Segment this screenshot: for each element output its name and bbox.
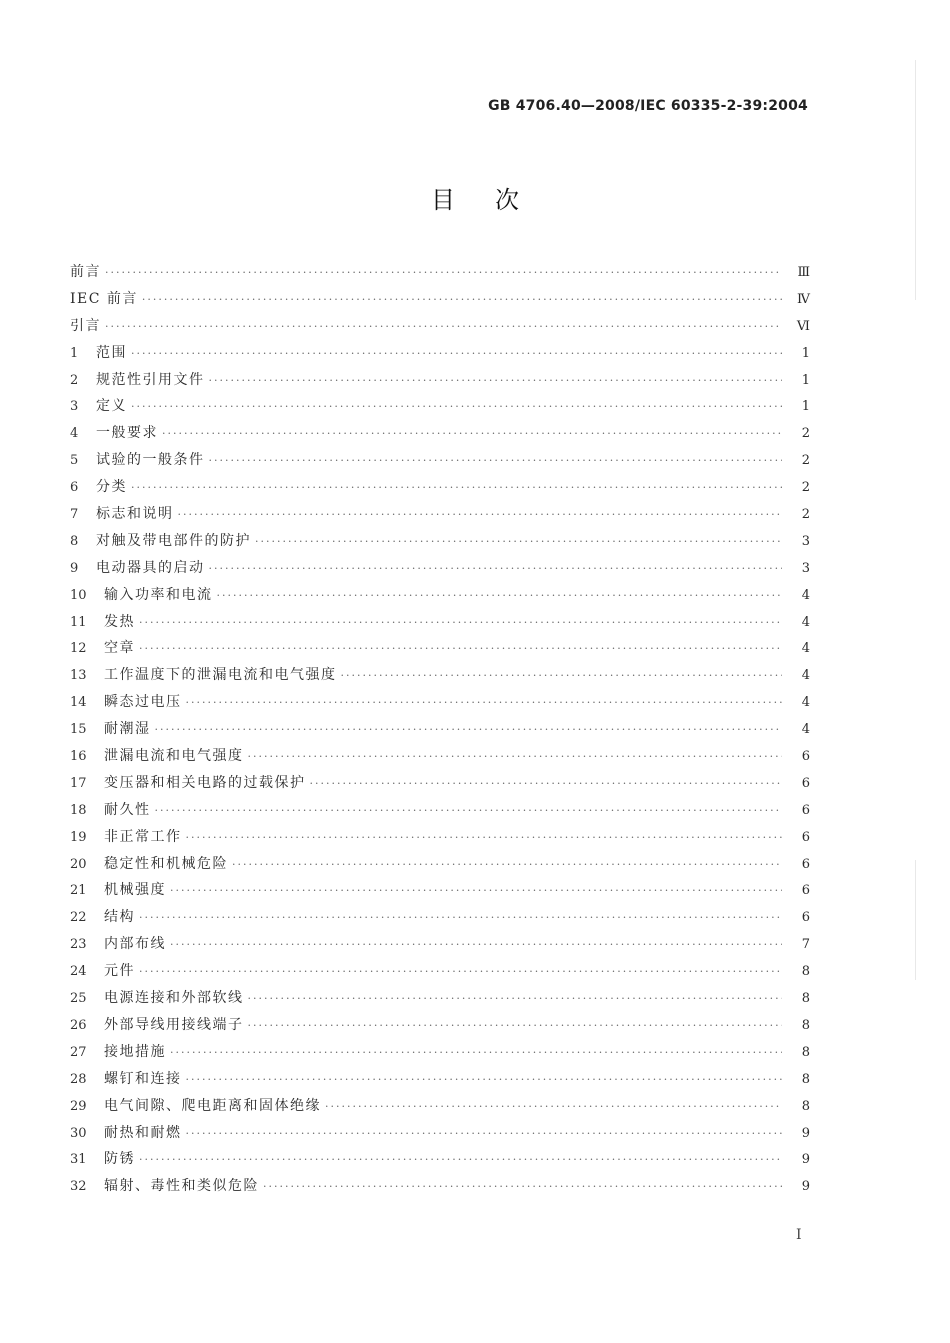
toc-entry-label: 耐久性 [104, 801, 151, 818]
toc-entry-number: 23 [70, 937, 87, 953]
toc-leader-dots [248, 1013, 783, 1040]
toc-entry-page: 8 [801, 991, 810, 1007]
toc-leader-dots [105, 260, 782, 287]
toc-leader-dots [170, 1040, 782, 1067]
toc-entry[interactable] [70, 555, 810, 582]
toc-entry-page: 2 [801, 453, 810, 469]
toc-entry-page: 6 [801, 802, 810, 818]
toc-leader-dots [155, 717, 783, 744]
toc-entry[interactable] [70, 797, 810, 824]
toc-entry-label: 电动器具的启动 [96, 559, 205, 576]
toc-entry-label: 电源连接和外部软线 [104, 990, 244, 1007]
toc-entry[interactable] [70, 662, 810, 689]
toc-entry[interactable] [70, 851, 810, 878]
toc-entry[interactable] [70, 528, 810, 555]
toc-entry-page: 3 [801, 533, 810, 549]
toc-entry-number: 18 [70, 802, 87, 818]
toc-entry-number: 12 [70, 641, 87, 657]
toc-entry-number: 16 [70, 749, 87, 765]
toc-entry-label: 元件 [104, 963, 135, 980]
toc-entry-label: 空章 [104, 640, 135, 657]
toc-entry[interactable] [70, 340, 810, 367]
toc-entry-number: 9 [70, 560, 79, 576]
toc-leader-dots [131, 341, 782, 368]
toc-leader-dots [139, 1147, 782, 1174]
toc-entry-page: 4 [801, 587, 810, 603]
toc-entry-page: 4 [801, 722, 810, 738]
toc-entry[interactable] [70, 958, 810, 985]
toc-entry-number: 17 [70, 775, 87, 791]
toc-entry[interactable] [70, 689, 810, 716]
toc-entry-number: 22 [70, 910, 87, 926]
toc-entry-label: 稳定性和机械危险 [104, 855, 228, 872]
toc-leader-dots [170, 878, 782, 905]
toc-entry-number: 31 [70, 1152, 87, 1168]
toc-entry-label: 定义 [96, 398, 127, 415]
toc-entry[interactable] [70, 904, 810, 931]
toc-leader-dots [139, 636, 782, 663]
toc-leader-dots [255, 529, 782, 556]
page-edge-shadow [915, 860, 916, 980]
toc-leader-dots [131, 475, 782, 502]
toc-entry-label: 耐热和耐燃 [104, 1124, 182, 1141]
toc-leader-dots [248, 986, 783, 1013]
toc-entry-number: 6 [70, 480, 79, 496]
toc-entry[interactable] [70, 1093, 810, 1120]
page-number: Ⅰ [796, 1227, 802, 1243]
toc-leader-dots [209, 368, 783, 395]
toc-entry-number: 29 [70, 1098, 87, 1114]
toc-entry-label: 内部布线 [104, 936, 166, 953]
toc-leader-dots [139, 905, 782, 932]
toc-entry-label: 试验的一般条件 [96, 452, 205, 469]
toc-entry-label: 工作温度下的泄漏电流和电气强度 [104, 667, 337, 684]
toc-entry-number: 21 [70, 883, 87, 899]
toc-entry[interactable] [70, 824, 810, 851]
toc-entry-page: 3 [801, 560, 810, 576]
toc-entry-number: 2 [70, 372, 79, 388]
toc-entry-page: 4 [801, 668, 810, 684]
toc-entry-number: 26 [70, 1017, 87, 1033]
toc-entry-label: 一般要求 [96, 425, 158, 442]
toc-leader-dots [178, 502, 783, 529]
toc-leader-dots [186, 825, 783, 852]
toc-entry-label: 范围 [96, 344, 127, 361]
toc-entry-label: 标志和说明 [96, 506, 174, 523]
toc-leader-dots [142, 287, 782, 314]
toc-leader-dots [131, 394, 782, 421]
toc-leader-dots [105, 314, 782, 341]
toc-entry[interactable] [70, 1039, 810, 1066]
toc-entry-number: 20 [70, 856, 87, 872]
toc-entry-number: 28 [70, 1071, 87, 1087]
toc-entry-label: 辐射、毒性和类似危险 [104, 1178, 259, 1195]
toc-leader-dots [310, 771, 783, 798]
toc-entry-number: 15 [70, 722, 87, 738]
toc-leader-dots [155, 798, 783, 825]
toc-leader-dots [217, 583, 783, 610]
toc-entry-page: 6 [801, 829, 810, 845]
toc-entry-page: 7 [801, 937, 810, 953]
toc-leader-dots [139, 610, 782, 637]
toc-entry-page: 1 [801, 372, 810, 388]
toc-leader-dots [139, 959, 782, 986]
toc-entry-label: 螺钉和连接 [104, 1070, 182, 1087]
toc-leader-dots [186, 1121, 783, 1148]
toc-entry-number: 7 [70, 507, 79, 523]
toc-entry[interactable] [70, 716, 810, 743]
toc-entry-number: 30 [70, 1125, 87, 1141]
toc-leader-dots [209, 448, 783, 475]
toc-leader-dots [209, 556, 783, 583]
toc-leader-dots [248, 744, 783, 771]
toc-entry-page: 9 [801, 1179, 810, 1195]
toc-entry-page: 1 [801, 399, 810, 415]
toc-entry-page: 8 [801, 1098, 810, 1114]
toc-leader-dots [325, 1094, 782, 1121]
toc-entry-number: 24 [70, 964, 87, 980]
toc-entry-label: 规范性引用文件 [96, 371, 205, 388]
toc-entry-number: 11 [70, 614, 87, 630]
toc-entry[interactable] [70, 609, 810, 636]
toc-entry-page: 6 [801, 749, 810, 765]
toc-entry-page: 6 [801, 856, 810, 872]
toc-entry-page: 6 [801, 883, 810, 899]
toc-entry-number: 14 [70, 695, 87, 711]
toc-leader-dots [186, 690, 783, 717]
toc-entry-page: 9 [801, 1125, 810, 1141]
toc-entry[interactable] [70, 286, 810, 313]
toc-entry[interactable] [70, 635, 810, 662]
toc-entry-page: 4 [801, 614, 810, 630]
toc-entry[interactable] [70, 447, 810, 474]
toc-entry-page: Ⅵ [796, 318, 810, 334]
toc-entry-label: 防锈 [104, 1151, 135, 1168]
toc-entry-label: 分类 [96, 479, 127, 496]
toc-entry-label: IEC 前言 [70, 290, 138, 307]
toc-entry[interactable] [70, 259, 810, 286]
toc-entry-number: 1 [70, 345, 79, 361]
toc-entry-page: 8 [801, 1017, 810, 1033]
toc-entry-number: 19 [70, 829, 87, 845]
toc-entry[interactable] [70, 770, 810, 797]
toc-entry-label: 电气间隙、爬电距离和固体绝缘 [104, 1097, 321, 1114]
toc-entry-number: 27 [70, 1044, 87, 1060]
toc-entry[interactable] [70, 367, 810, 394]
toc-entry-number: 32 [70, 1179, 87, 1195]
toc-entry[interactable] [70, 474, 810, 501]
toc-entry-number: 4 [70, 426, 79, 442]
toc-entry-label: 外部导线用接线端子 [104, 1016, 244, 1033]
page-title: 目次 [431, 186, 559, 214]
toc-entry-page: 2 [801, 426, 810, 442]
toc-entry-page: 6 [801, 775, 810, 791]
toc-entry-number: 25 [70, 991, 87, 1007]
toc-entry-page: Ⅲ [797, 265, 810, 280]
toc-entry-label: 泄漏电流和电气强度 [104, 748, 244, 765]
toc-entry-page: Ⅳ [797, 291, 810, 307]
toc-entry-page: 2 [801, 507, 810, 523]
toc-entry-label: 瞬态过电压 [104, 694, 182, 711]
toc-entry[interactable] [70, 985, 810, 1012]
toc-entry-page: 9 [801, 1152, 810, 1168]
toc-entry[interactable] [70, 501, 810, 528]
toc-entry-label: 引言 [70, 317, 101, 334]
toc-leader-dots [162, 421, 782, 448]
toc-leader-dots [263, 1174, 782, 1201]
toc-entry-page: 4 [801, 695, 810, 711]
toc-leader-dots [186, 1067, 783, 1094]
toc-entry-label: 对触及带电部件的防护 [96, 532, 251, 549]
toc-entry-number: 13 [70, 668, 87, 684]
toc-entry-page: 4 [801, 641, 810, 657]
toc-entry-number: 10 [70, 587, 87, 603]
toc-entry[interactable] [70, 877, 810, 904]
toc-entry-page: 8 [801, 1071, 810, 1087]
toc-entry[interactable] [70, 420, 810, 447]
toc-entry-label: 变压器和相关电路的过载保护 [104, 774, 306, 791]
toc-entry[interactable] [70, 931, 810, 958]
toc-entry-page: 2 [801, 480, 810, 496]
toc-entry-number: 3 [70, 399, 79, 415]
toc-entry-number: 8 [70, 533, 79, 549]
toc-entry[interactable] [70, 582, 810, 609]
toc-entry-page: 1 [801, 345, 810, 361]
toc-entry[interactable] [70, 393, 810, 420]
toc-entry[interactable] [70, 1146, 810, 1173]
toc-leader-dots [170, 932, 782, 959]
toc-entry[interactable] [70, 743, 810, 770]
toc-entry-page: 8 [801, 964, 810, 980]
toc-entry-label: 发热 [104, 613, 135, 630]
toc-entry-label: 前言 [70, 264, 101, 280]
toc-entry-label: 非正常工作 [104, 828, 182, 845]
toc-entry[interactable] [70, 1173, 810, 1200]
toc-entry[interactable] [70, 1120, 810, 1147]
toc-entry-label: 耐潮湿 [104, 721, 151, 738]
toc-entry[interactable] [70, 1066, 810, 1093]
toc-entry[interactable] [70, 313, 810, 340]
toc-entry-label: 接地措施 [104, 1043, 166, 1060]
toc-entry-page: 6 [801, 910, 810, 926]
toc-entry-label: 机械强度 [104, 882, 166, 899]
toc-entry-number: 5 [70, 453, 79, 469]
toc-entry-page: 8 [801, 1044, 810, 1060]
toc-entry-label: 输入功率和电流 [104, 586, 213, 603]
toc-entry-label: 结构 [104, 909, 135, 926]
toc-entry[interactable] [70, 1012, 810, 1039]
standard-number-header: GB 4706.40—2008/IEC 60335-2-39:2004 [488, 98, 808, 114]
toc-leader-dots [341, 663, 783, 690]
table-of-contents [70, 259, 810, 1200]
toc-leader-dots [232, 852, 782, 879]
